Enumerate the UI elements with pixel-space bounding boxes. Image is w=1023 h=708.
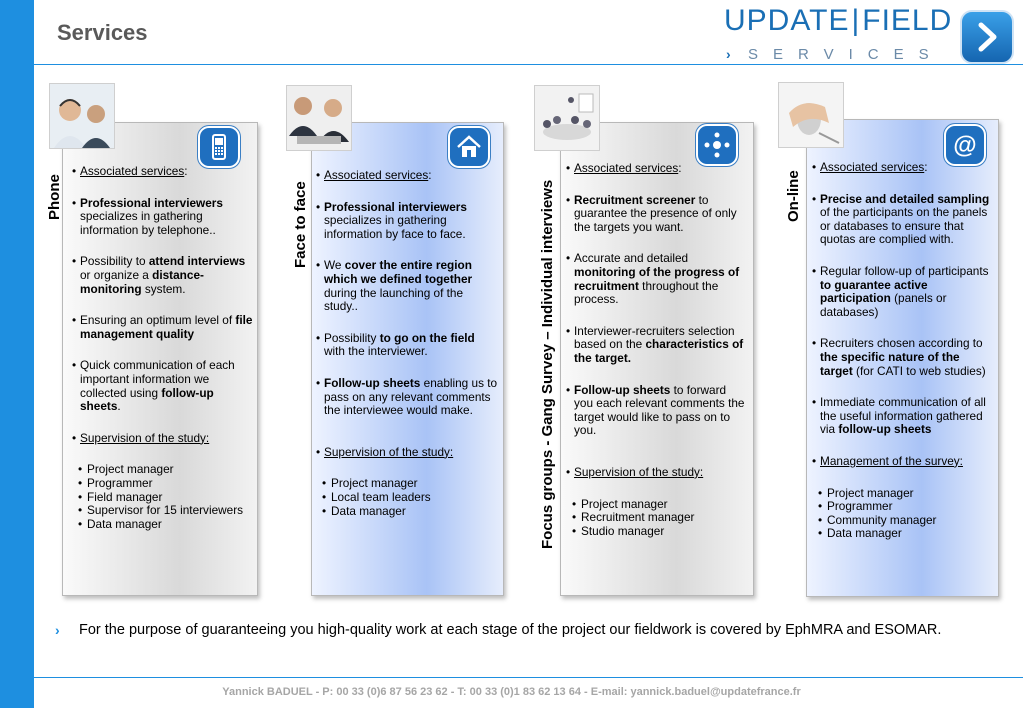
list-item: • Associated services: [812, 161, 994, 175]
list-item: • Interviewer-recruiters selection based on the characteristics of the target. [566, 325, 748, 366]
list-item: • Follow-up sheets to forward you each relevant comments the target would like to pass on to you. [566, 384, 748, 438]
list-item: • Recruitment screener to guarantee the presence of only the targets you want. [566, 194, 748, 235]
network-icon [698, 126, 736, 164]
svg-text:@: @ [953, 132, 977, 159]
list-item: • Precise and detailed sampling of the participants on the panels or databases to ensure that quotas are complied with. [812, 193, 994, 247]
role-item: • Project manager [322, 477, 498, 491]
logo-arrow-icon [960, 10, 1014, 64]
column-focus-groups-content [566, 162, 748, 538]
list-item: • Associated services: [72, 165, 254, 179]
certification-note: › For the purpose of guaranteeing you high-quality work at each stage of the project our fieldwork is covered by EphMRA and ESOMAR. [57, 618, 990, 642]
list-item: • Immediate communication of all the useful information gathered via follow-up sheets [812, 396, 994, 437]
header-divider [34, 64, 1023, 65]
role-item: • Project manager [572, 498, 748, 512]
role-item: • Field manager [78, 491, 254, 505]
logo-wordmark: UPDATE|FIELD [724, 4, 953, 37]
list-item: • We cover the entire region which we defined together during the launching of the study.. [316, 259, 498, 313]
list-item: • Ensuring an optimum level of file management quality [72, 314, 254, 341]
list-item: • Recruiters chosen according to the specific nature of the target (for CATI to web studies) [812, 337, 994, 378]
page-title: Services [57, 20, 148, 45]
list-item: • Supervision of the study: [316, 446, 498, 460]
list-item: • Management of the survey: [812, 455, 994, 469]
role-item: • Project manager [78, 463, 254, 477]
list-item: • Accurate and detailed monitoring of the progress of recruitment throughout the process. [566, 252, 748, 306]
role-item: • Project manager [818, 487, 994, 501]
column-label-on-line: On-line [785, 170, 802, 222]
update-field-logo [722, 4, 1022, 66]
phone-operator-photo [49, 83, 115, 149]
column-label-face-to-face: Face to face [292, 181, 309, 268]
role-item: • Studio manager [572, 525, 748, 539]
role-item: • Data manager [322, 505, 498, 519]
list-item: • Supervision of the study: [566, 466, 748, 480]
left-accent-bar [0, 0, 34, 708]
role-item: • Programmer [78, 477, 254, 491]
role-item: • Community manager [818, 514, 994, 528]
house-icon [450, 128, 488, 166]
list-item: • Quick communication of each important information we collected using follow-up sheets. [72, 359, 254, 413]
list-item: • Professional interviewers specializes in gathering information by face to face. [316, 201, 498, 242]
column-on-line-content [812, 161, 994, 541]
list-item: • Associated services: [316, 169, 498, 183]
focus-group-photo [534, 85, 600, 151]
list-item: • Regular follow-up of participants to guarantee active participation (panels or databases) [812, 265, 994, 319]
list-item: • Professional interviewers specializes in gathering information by telephone.. [72, 197, 254, 238]
logo-chevron-icon: › [726, 46, 731, 62]
column-face-to-face-content [316, 169, 498, 518]
role-item: • Programmer [818, 500, 994, 514]
list-item: • Associated services: [566, 162, 748, 176]
role-item: • Supervisor for 15 interviewers [78, 504, 254, 518]
column-label-focus-groups: Focus groups - Gang Survey – Individual interviews [539, 179, 556, 549]
column-label-phone: Phone [46, 174, 63, 220]
logo-services-text: SERVICES [748, 46, 944, 63]
list-item: • Follow-up sheets enabling us to pass on any relevant comments the interviewee would make. [316, 377, 498, 418]
face-to-face-photo [286, 85, 352, 151]
role-item: • Local team leaders [322, 491, 498, 505]
footer-divider [34, 677, 1023, 678]
role-item: • Data manager [78, 518, 254, 532]
role-item: • Recruitment manager [572, 511, 748, 525]
online-mouse-photo [778, 82, 844, 148]
role-item: • Data manager [818, 527, 994, 541]
list-item: • Possibility to go on the field with the interviewer. [316, 332, 498, 359]
list-item: • Supervision of the study: [72, 432, 254, 446]
footer-contact: Yannick BADUEL - P: 00 33 (0)6 87 56 23 62 - T: 00 33 (0)1 83 62 13 64 - E-mail: yannick.baduel@updatefrance.fr [222, 686, 801, 698]
list-item: • Possibility to attend interviews or organize a distance-monitoring system. [72, 255, 254, 296]
phone-icon [200, 128, 238, 166]
at-sign-icon [946, 126, 984, 164]
chevron-right-icon: › [55, 622, 60, 638]
column-phone-content [72, 165, 254, 531]
